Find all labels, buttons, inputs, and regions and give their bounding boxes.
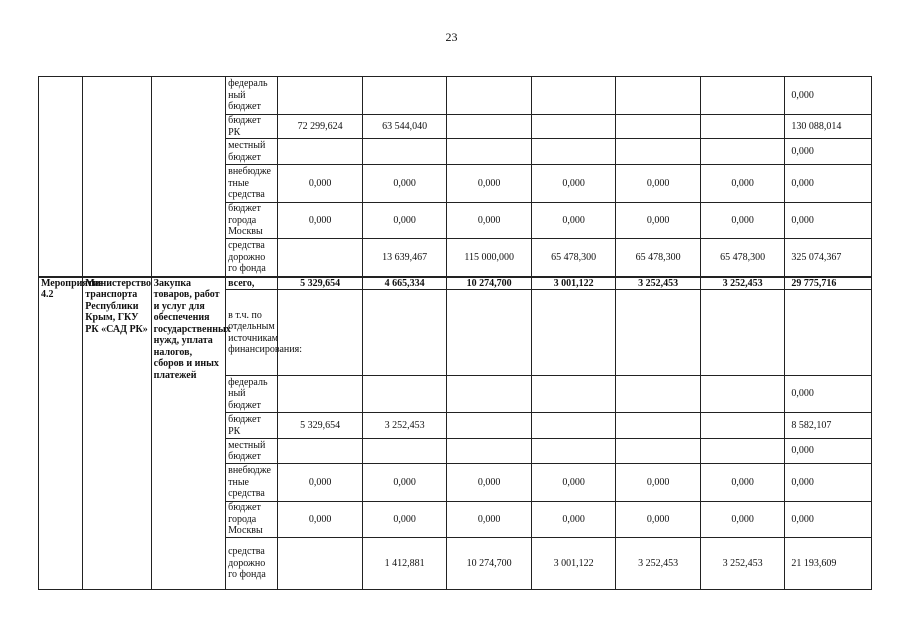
value-cell: 325 074,367	[785, 239, 872, 277]
value-cell	[616, 439, 701, 464]
value-cell	[616, 290, 701, 376]
value-cell: 3 001,122	[531, 277, 616, 290]
value-cell: 0,000	[785, 165, 872, 203]
value-cell	[278, 290, 363, 376]
value-cell: 0,000	[785, 376, 872, 413]
total-label: всего,	[226, 277, 278, 290]
value-cell	[616, 77, 701, 115]
value-cell	[616, 413, 701, 439]
funding-source-label: федераль ный бюджет	[226, 376, 278, 413]
funding-source-label: внебюдже тные средства	[226, 165, 278, 203]
value-cell: 0,000	[447, 502, 532, 538]
funding-source-label: внебюдже тные средства	[226, 464, 278, 502]
value-cell	[447, 413, 532, 439]
value-cell	[700, 376, 785, 413]
measure-name: Мероприятие 4.2	[39, 277, 83, 590]
funding-source-label: федераль ный бюджет	[226, 77, 278, 115]
value-cell: 21 193,609	[785, 538, 872, 590]
value-cell	[531, 290, 616, 376]
value-cell: 0,000	[278, 502, 363, 538]
value-cell	[447, 139, 532, 165]
measure-cell-empty	[39, 77, 83, 277]
funding-source-label: бюджет города Москвы	[226, 203, 278, 239]
funding-source-label: бюджет города Москвы	[226, 502, 278, 538]
value-cell: 3 001,122	[531, 538, 616, 590]
value-cell: 65 478,300	[616, 239, 701, 277]
value-cell: 0,000	[785, 502, 872, 538]
value-cell	[447, 290, 532, 376]
description-cell-empty	[151, 77, 225, 277]
value-cell: 0,000	[278, 464, 363, 502]
value-cell: 0,000	[531, 502, 616, 538]
funding-source-label: средства дорожно го фонда	[226, 538, 278, 590]
value-cell: 0,000	[700, 502, 785, 538]
value-cell	[362, 376, 447, 413]
value-cell	[278, 139, 363, 165]
value-cell	[278, 538, 363, 590]
value-cell: 0,000	[362, 464, 447, 502]
value-cell	[531, 439, 616, 464]
value-cell: 0,000	[700, 464, 785, 502]
value-cell: 0,000	[785, 203, 872, 239]
value-cell	[785, 290, 872, 376]
value-cell	[278, 77, 363, 115]
value-cell: 0,000	[616, 203, 701, 239]
funding-source-label: бюджет РК	[226, 413, 278, 439]
funding-source-label: бюджет РК	[226, 115, 278, 139]
value-cell	[362, 139, 447, 165]
value-cell	[531, 115, 616, 139]
value-cell	[278, 376, 363, 413]
value-cell: 0,000	[362, 165, 447, 203]
value-cell: 0,000	[362, 502, 447, 538]
budget-table	[38, 76, 872, 590]
page-number: 23	[445, 30, 458, 44]
value-cell: 13 639,467	[362, 239, 447, 277]
value-cell: 0,000	[616, 165, 701, 203]
value-cell: 115 000,000	[447, 239, 532, 277]
value-cell	[447, 376, 532, 413]
value-cell: 3 252,453	[616, 538, 701, 590]
value-cell	[616, 115, 701, 139]
value-cell: 0,000	[447, 464, 532, 502]
budget-table-body	[39, 77, 872, 590]
executor-cell-empty	[83, 77, 151, 277]
value-cell: 63 544,040	[362, 115, 447, 139]
value-cell	[362, 439, 447, 464]
value-cell: 29 775,716	[785, 277, 872, 290]
value-cell	[531, 139, 616, 165]
value-cell: 3 252,453	[700, 277, 785, 290]
value-cell: 3 252,453	[700, 538, 785, 590]
value-cell	[447, 439, 532, 464]
value-cell: 10 274,700	[447, 277, 532, 290]
value-cell: 72 299,624	[278, 115, 363, 139]
value-cell: 3 252,453	[616, 277, 701, 290]
value-cell: 8 582,107	[785, 413, 872, 439]
value-cell: 3 252,453	[362, 413, 447, 439]
value-cell: 0,000	[700, 203, 785, 239]
value-cell	[700, 290, 785, 376]
value-cell	[278, 239, 363, 277]
table-row	[39, 77, 872, 115]
funding-source-label: местный бюджет	[226, 139, 278, 165]
value-cell: 10 274,700	[447, 538, 532, 590]
value-cell	[531, 77, 616, 115]
value-cell: 65 478,300	[531, 239, 616, 277]
value-cell: 0,000	[616, 464, 701, 502]
value-cell	[700, 77, 785, 115]
value-cell: 0,000	[278, 165, 363, 203]
value-cell: 0,000	[278, 203, 363, 239]
value-cell: 65 478,300	[700, 239, 785, 277]
value-cell: 0,000	[616, 502, 701, 538]
value-cell: 0,000	[785, 77, 872, 115]
value-cell	[362, 77, 447, 115]
value-cell: 1 412,881	[362, 538, 447, 590]
funding-source-label: средства дорожно го фонда	[226, 239, 278, 277]
value-cell	[700, 115, 785, 139]
value-cell	[447, 115, 532, 139]
value-cell	[362, 290, 447, 376]
value-cell	[700, 439, 785, 464]
value-cell: 5 329,654	[278, 413, 363, 439]
value-cell	[531, 413, 616, 439]
breakdown-label: в т.ч. по отдельным источникам финансирования:	[226, 290, 278, 376]
value-cell	[700, 413, 785, 439]
value-cell	[616, 139, 701, 165]
value-cell: 0,000	[531, 165, 616, 203]
value-cell: 0,000	[447, 165, 532, 203]
value-cell	[447, 77, 532, 115]
value-cell: 0,000	[531, 464, 616, 502]
value-cell	[616, 376, 701, 413]
measure-description: Закупка товаров, работ и услуг для обеспечения государственных нужд, уплата налогов, сборов и иных платежей	[151, 277, 225, 590]
value-cell: 5 329,654	[278, 277, 363, 290]
funding-source-label: местный бюджет	[226, 439, 278, 464]
total-row	[39, 277, 872, 290]
value-cell: 0,000	[362, 203, 447, 239]
value-cell	[531, 376, 616, 413]
value-cell: 0,000	[785, 139, 872, 165]
value-cell: 0,000	[785, 439, 872, 464]
value-cell: 0,000	[785, 464, 872, 502]
value-cell: 130 088,014	[785, 115, 872, 139]
value-cell: 0,000	[531, 203, 616, 239]
value-cell: 0,000	[700, 165, 785, 203]
value-cell	[278, 439, 363, 464]
value-cell: 0,000	[447, 203, 532, 239]
executor-name: Министерство транспорта Республики Крым, ГКУ РК «САД РК»	[83, 277, 151, 590]
value-cell: 4 665,334	[362, 277, 447, 290]
value-cell	[700, 139, 785, 165]
